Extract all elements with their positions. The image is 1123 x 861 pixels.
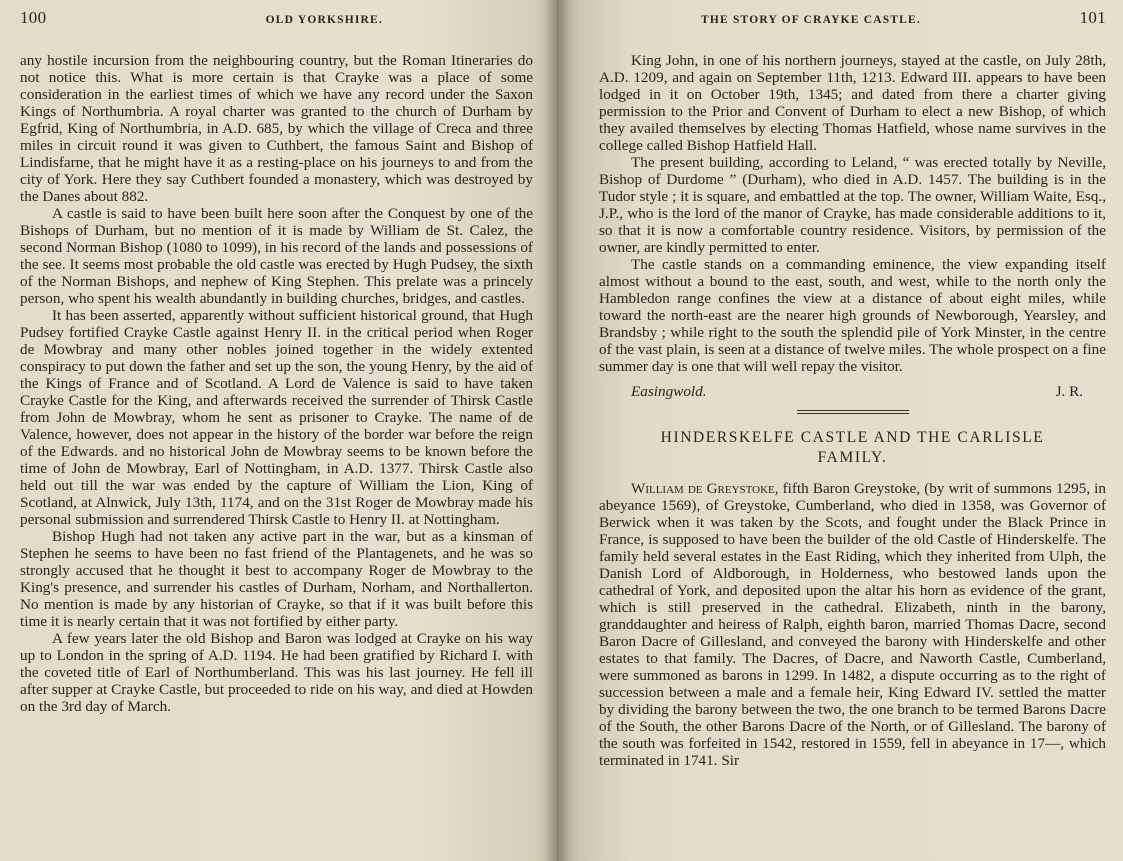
left-page-header [20,8,533,40]
right-page [557,0,1123,861]
section-title-line-2: FAMILY. [817,449,888,466]
signoff-place: Easingwold. [631,383,707,400]
left-page-body [20,52,533,715]
section-title [599,428,1106,468]
right-running-head: THE STORY OF CRAYKE CASTLE. [701,14,921,26]
right-page-header [599,8,1106,40]
left-running-head: OLD YORKSHIRE. [265,14,383,26]
left-paragraph-2: A castle is said to have been built here soon after the Conquest by one of the Bishops of Durham, but no mention of it is made by William de St. Calez, the second Norman Bishop (1080 to 1099), in his record of the lands and possessions of the see. It seems most probable the old castle was erected by Hugh Pudsey, the sixth of the Norman Bishops, and nephew of King Stephen. This prelate was a princely person, who spent his wealth abundantly in building churches, bridges, and castles. [20,205,533,307]
right-paragraph-3: The castle stands on a commanding eminence, the view expanding itself almost without a bound to the east, south, and west, while to the north only the Hambledon range confines the view at a distance of about eight miles, while toward the north-east are the nearer high grounds of Newborough, Yearsley, and Brandsby ; while right to the south the splendid pile of York Minster, in the centre of the vast plain, is seen at a distance of twelve miles. The whole prospect on a fine summer day is one that will well repay the visitor. [599,256,1106,375]
left-paragraph-3: It has been asserted, apparently without sufficient historical ground, that Hugh Pudsey fortified Crayke Castle against Henry II. in the critical period when Roger de Mowbray and many other nobles joined together in the widely extented conspiracy to put down the father and set up the son, the young Henry, by the aid of the Kings of France and of Scotland. A Lord de Valence is said to have taken Crayke Castle for the King, and afterwards received the surrender of Thirsk Castle from John de Mowbray, whom he sent as prisoner to Crayke. The name of de Valence, however, does not appear in the history of the border war before the reign of the Edwards. and no historical John de Mowbray seems to be known before the time of John de Mowbray, Earl of Nottingham, in A.D. 1377. Thirsk Castle also held out till the war was ended by the capture of William the Lion, King of Scotland, at Alnwick, July 13th, 1174, and on the 31st Roger de Mowbray made his personal submission and surrendered Thirsk Castle to Henry II. at Nottingham. [20,307,533,528]
section-paragraph [599,480,1106,769]
section-body [599,480,1106,769]
left-paragraph-5: A few years later the old Bishop and Baron was lodged at Crayke on his way up to London in the spring of A.D. 1194. He had been gratified by Richard I. with the coveted title of Earl of Northumberland. This was his last journey. He fell ill after supper at Crayke Castle, but proceeded to ride on his way, and died at Howden on the 3rd day of March. [20,630,533,715]
right-paragraph-2: The present building, according to Leland, “ was erected totally by Neville, Bishop of Durdome ” (Durham), who died in A.D. 1457. The building is in the Tudor style ; it is square, and embattled at the top. The owner, William Waite, Esq., J.P., who is the lord of the manor of Crayke, has made considerable additions to it, so that it is now a comfortable country residence. Visitors, by permission of the owner, are kindly permitted to enter. [599,154,1106,256]
signoff-initials: J. R. [1055,383,1083,400]
right-page-body [599,52,1106,375]
left-page [0,0,557,861]
section-paragraph-text: fifth Baron Greystoke, (by writ of summons 1295, in abeyance 1569), of Greystoke, Cumberland, who died in 1358, was Governor of Berwick when it was taken by the Scots, and fought under the Black Prince in France, is supposed to have been the builder of the old Castle of Hinderskelfe. The family held several estates in the East Riding, which they inherited from Ulph, the Danish Lord of Aldborough, in Holderness, who bestowed lands upon the cathedral of York, and deposited upon the altar his horn as evidence of the grant, which is still preserved in the cathedral. Elizabeth, ninth in the barony, granddaughter and heiress of Ralph, eighth baron, married Thomas Dacre, second Baron Dacre of Gillesland, and conveyed the barony with Hinderskelfe and other estates to that family. The Dacres, of Dacre, and Naworth Castle, Cumberland, were summoned as barons in 1299. In 1482, a dispute occurring as to the right of succession between a male and a female heir, King Edward IV. settled the matter by dividing the barony between the two, the one branch to be termed Barons Dacre of the South, the other Barons Dacre of the North, or of Gillesland. The barony of the south was forfeited in 1542, restored in 1559, fell in abeyance in 17—, which terminated in 1741. Sir [599,480,1106,769]
right-page-number: 101 [1079,8,1106,27]
section-title-line-1: HINDERSKELFE CASTLE AND THE CARLISLE [660,429,1045,446]
article-signoff [599,383,1106,400]
left-paragraph-4: Bishop Hugh had not taken any active part in the war, but as a kinsman of Stephen he seems to have been no fast friend of the Plantagenets, and he was so strongly accused that he thought it best to accompany Roger de Mowbray to the King's presence, and surrender his castles of Durham, Norham, and Northallerton. No mention is made by any historian of Crayke, so that if it was built before this time it is nearly certain that it was not fortified by either party. [20,528,533,630]
right-paragraph-1: King John, in one of his northern journeys, stayed at the castle, on July 28th, A.D. 1209, and again on September 11th, 1213. Edward III. appears to have been lodged in it on October 19th, 1345; and dated from there a charter giving permission to the Prior and Convent of Durham to elect a new Bishop, of which they availed themselves by electing Thomas Hatfield, whose name survives in the college called Bishop Hatfield Hall. [599,52,1106,154]
left-page-number: 100 [20,8,47,27]
left-paragraph-1: any hostile incursion from the neighbouring country, but the Roman Itineraries do not notice this. What is more certain is that Crayke was a place of some consideration in the earliest times of which we have any record under the Saxon Kings of Northumbria. A royal charter was granted to the church of Durham by Egfrid, King of Northumbria, in A.D. 685, by which the village of Creca and three miles in circuit round it was given to Cuthbert, the famous Saint and Bishop of Lindisfarne, that he might have it as a resting-place on his journeys to and from the city of York. Here they say Cuthbert founded a monastery, which was destroyed by the Danes about 882. [20,52,533,205]
section-lead-name: William de Greystoke, [631,480,779,497]
section-divider-rule [797,410,909,414]
